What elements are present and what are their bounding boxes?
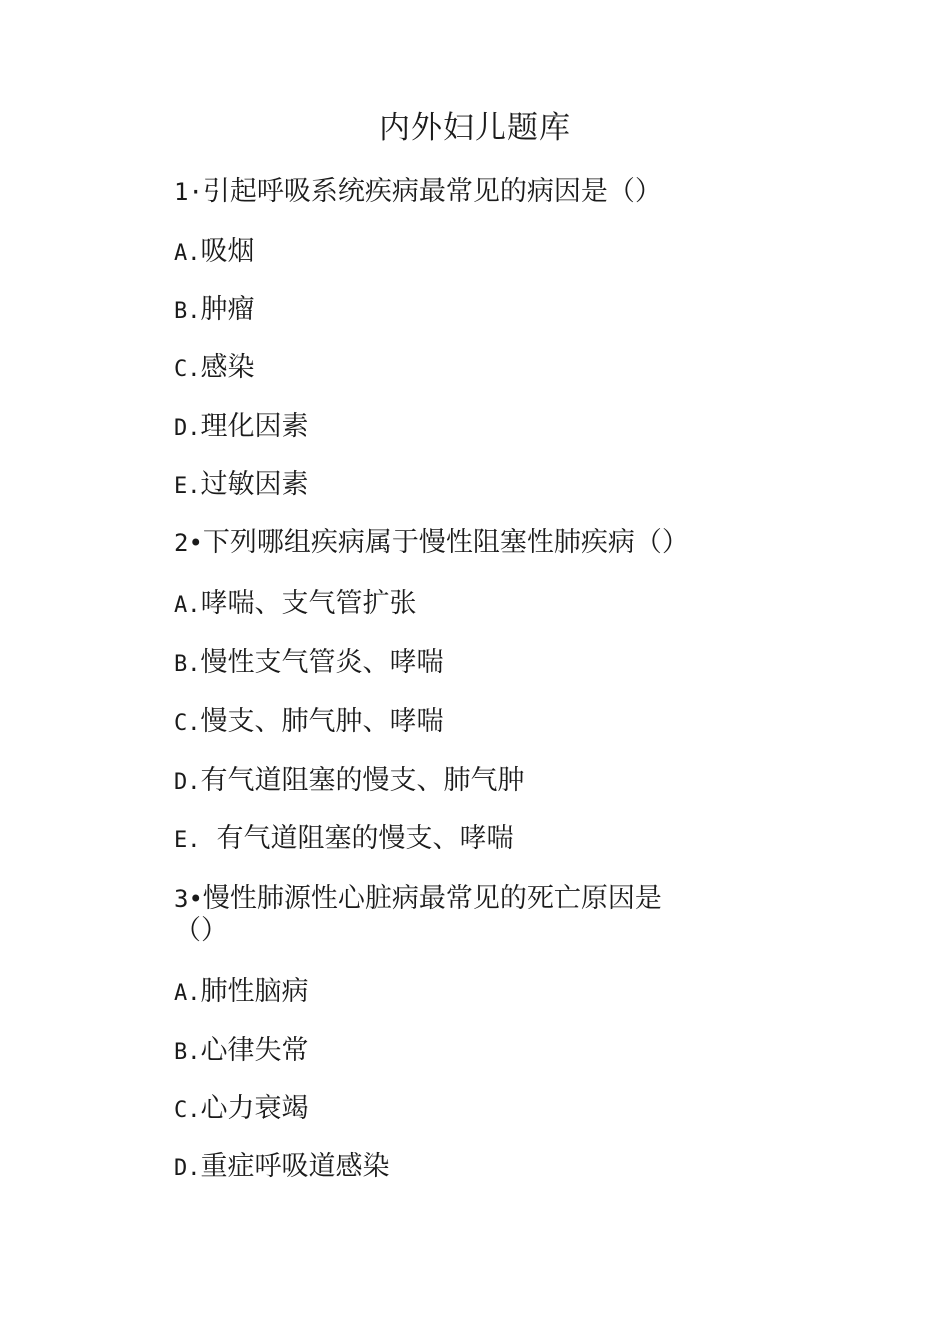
option-text: 理化因素 xyxy=(200,411,309,442)
option-text: 感染 xyxy=(200,352,255,383)
option-letter: C. xyxy=(174,1098,201,1123)
option-letter: A. xyxy=(174,241,201,266)
option-2d xyxy=(174,764,525,800)
option-text: 哮喘、支气管扩张 xyxy=(200,588,417,619)
option-text: 肺性脑病 xyxy=(200,976,309,1007)
option-letter: A. xyxy=(174,593,201,618)
option-text: 心律失常 xyxy=(200,1035,309,1066)
option-text: 慢性支气管炎、哮喘 xyxy=(200,647,444,678)
option-letter: A. xyxy=(174,981,201,1006)
option-letter: C. xyxy=(174,711,201,736)
option-letter: B. xyxy=(174,299,201,324)
question-text: 引起呼吸系统疾病最常见的病因是（） xyxy=(202,176,662,207)
option-text: 心力衰竭 xyxy=(200,1093,309,1124)
option-text: 有气道阻塞的慢支、肺气肿 xyxy=(200,765,525,796)
option-letter: D. xyxy=(174,770,201,795)
option-letter: D. xyxy=(174,1156,201,1181)
option-text: 肿瘤 xyxy=(200,294,255,325)
option-text: 吸烟 xyxy=(200,236,255,267)
option-3b xyxy=(174,1034,309,1070)
option-3c xyxy=(174,1092,309,1128)
option-text: 有气道阻塞的慢支、哮喘 xyxy=(216,823,514,854)
question-text: 下列哪组疾病属于慢性阻塞性肺疾病（） xyxy=(202,527,689,558)
option-3d xyxy=(174,1150,390,1186)
option-1e xyxy=(174,468,309,504)
option-text: 重症呼吸道感染 xyxy=(200,1151,390,1182)
question-1 xyxy=(174,175,662,209)
option-1a xyxy=(174,235,255,271)
page-title: 内外妇儿题库 xyxy=(379,110,571,146)
option-1b xyxy=(174,293,255,329)
question-2 xyxy=(174,526,689,560)
option-2c xyxy=(174,705,444,741)
option-1d xyxy=(174,410,309,446)
question-text: 慢性肺源性心脏病最常见的死亡原因是 xyxy=(202,883,662,914)
option-letter: D. xyxy=(174,416,201,441)
option-letter: C. xyxy=(174,357,201,382)
option-3a xyxy=(174,975,309,1011)
option-2e xyxy=(174,822,514,858)
option-letter: B. xyxy=(174,652,201,677)
question-number: 1· xyxy=(174,178,203,206)
option-letter: E. xyxy=(174,474,201,499)
question-number: 2• xyxy=(174,529,203,557)
option-text: 过敏因素 xyxy=(200,469,309,500)
question-number: 3• xyxy=(174,885,203,913)
option-2a xyxy=(174,587,417,623)
option-letter: E. xyxy=(174,828,201,853)
question-3-continued: （） xyxy=(174,915,228,946)
option-2b xyxy=(174,646,444,682)
option-letter: B. xyxy=(174,1040,201,1065)
question-3 xyxy=(174,882,662,916)
option-text: 慢支、肺气肿、哮喘 xyxy=(200,706,444,737)
option-1c xyxy=(174,351,255,387)
